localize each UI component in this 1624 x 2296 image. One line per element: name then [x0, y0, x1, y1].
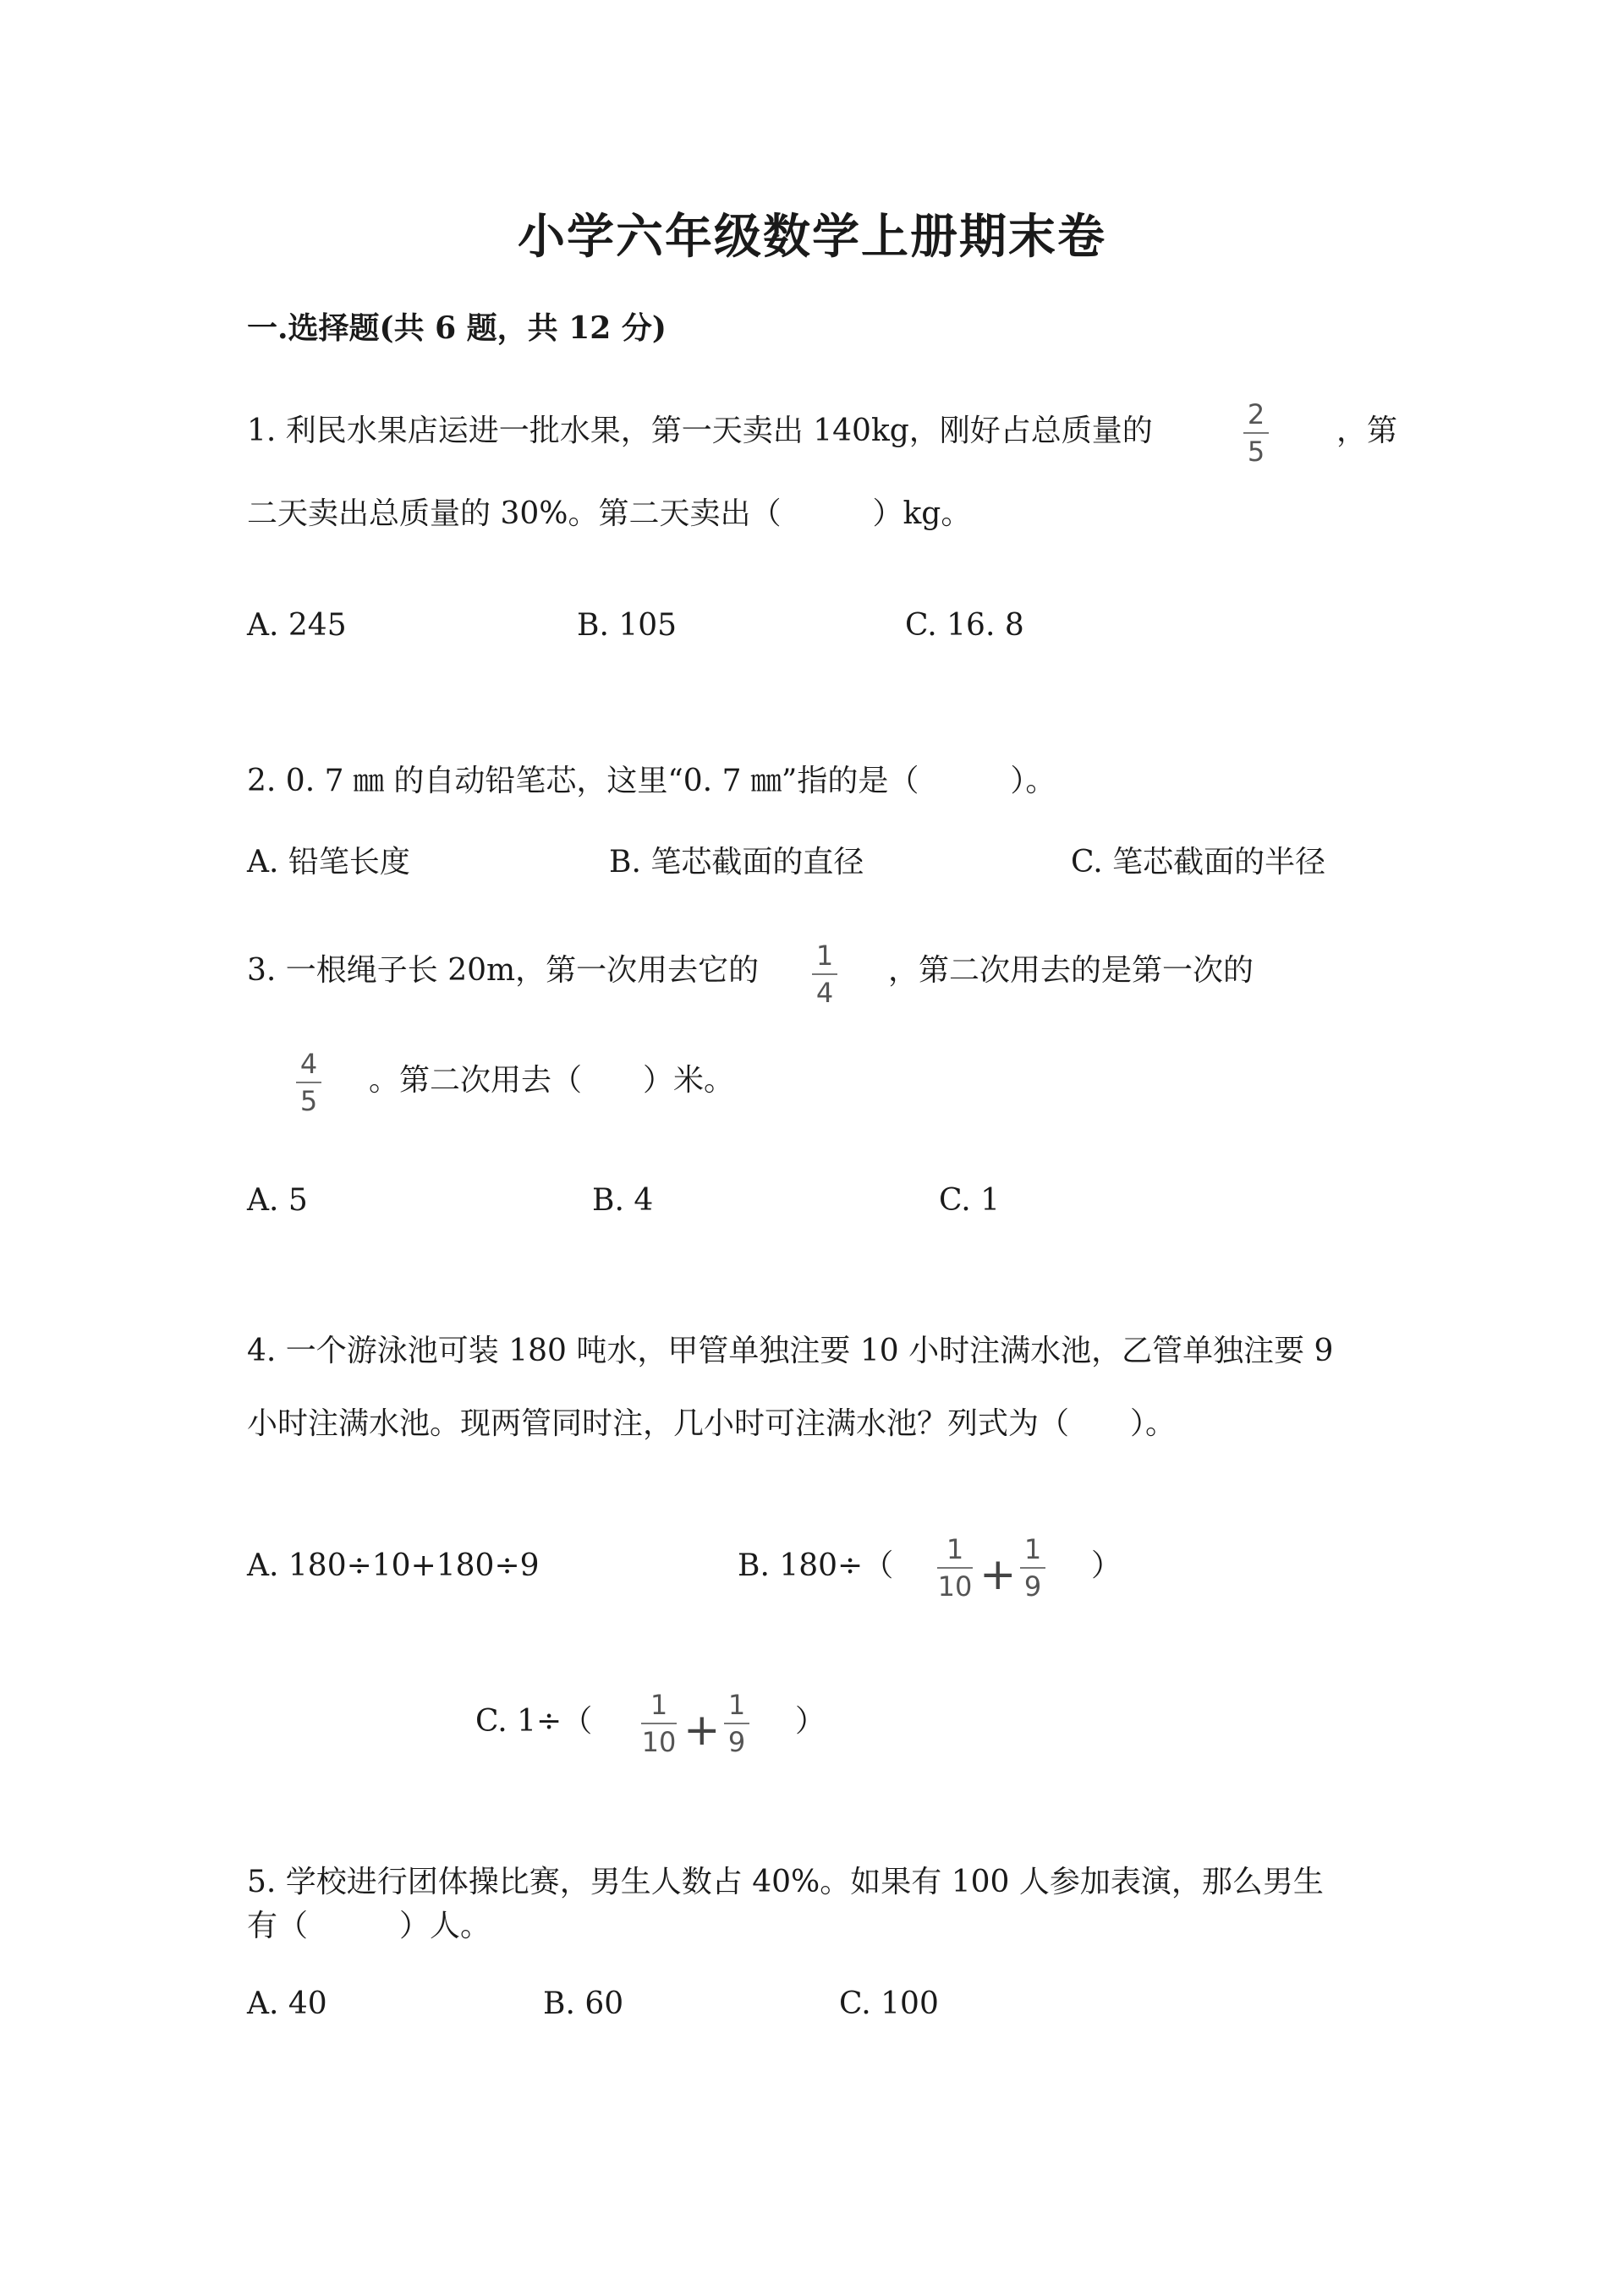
q2-text-line1: 2. 0. 7 ㎜ 的自动铅笔芯，这里“0. 7 ㎜”指的是（ ）。 — [247, 764, 1056, 798]
q3-fraction-2 — [296, 1049, 321, 1116]
fraction-numerator: 1 — [1023, 1533, 1042, 1565]
fraction-bar — [724, 1723, 749, 1724]
fraction-bar — [937, 1567, 973, 1569]
q4-option-b-fraction-1 — [937, 1534, 973, 1602]
q3-option-a[interactable]: A. 5 — [247, 1183, 308, 1218]
fraction-denominator: 10 — [641, 1726, 677, 1758]
q3-text-line2: 。第二次用去（ ）米。 — [369, 1063, 735, 1098]
q3-text-line1-tail: ，第二次用去的是第一次的 — [888, 953, 1254, 988]
q5-text-line1: 5. 学校进行团体操比赛，男生人数占 40%。如果有 100 人参加表演，那么男生 — [247, 1865, 1324, 1899]
q3-option-c[interactable]: C. 1 — [939, 1183, 1001, 1218]
q2-option-a[interactable]: A. 铅笔长度 — [247, 845, 410, 879]
q4-text-line1: 4. 一个游泳池可装 180 吨水，甲管单独注要 10 小时注满水池，乙管单独注要 9 — [247, 1334, 1334, 1368]
q5-option-c[interactable]: C. 100 — [839, 1986, 939, 2021]
q3-text-line1: 3. 一根绳子长 20m，第一次用去它的 — [247, 953, 760, 988]
q1-text-line2: 二天卖出总质量的 30%。第二天卖出（ ）kg。 — [247, 496, 972, 531]
q3-fraction-1 — [812, 940, 837, 1008]
q4-option-c-plus: + — [683, 1705, 721, 1756]
q4-option-c-suffix: ） — [795, 1704, 826, 1739]
q1-fraction-numerator: 2 — [1247, 398, 1265, 430]
fraction-bar — [641, 1723, 677, 1724]
q4-text-line2: 小时注满水池。现两管同时注，几小时可注满水池？列式为（ ）。 — [247, 1406, 1177, 1441]
q2-option-c[interactable]: C. 笔芯截面的半径 — [1071, 845, 1326, 879]
fraction-numerator: 1 — [727, 1689, 746, 1721]
q1-text-line1-tail: ，第 — [1336, 414, 1398, 448]
q3-option-b[interactable]: B. 4 — [592, 1183, 654, 1218]
fraction-denominator: 9 — [727, 1726, 746, 1758]
fraction-bar — [812, 973, 837, 975]
q5-option-a[interactable]: A. 40 — [247, 1986, 327, 2021]
q1-option-b[interactable]: B. 105 — [577, 608, 678, 643]
page-title: 小学六年级数学上册期末卷 — [518, 209, 1106, 265]
fraction-numerator: 1 — [650, 1689, 668, 1721]
q3-fraction-2-numerator: 4 — [299, 1048, 318, 1080]
fraction-denominator: 10 — [937, 1570, 973, 1603]
section-heading: 一.选择题(共 6 题，共 12 分) — [247, 310, 667, 346]
q1-fraction — [1243, 399, 1269, 467]
q4-option-a[interactable]: A. 180÷10+180÷9 — [247, 1548, 540, 1583]
q3-fraction-1-numerator: 1 — [815, 940, 834, 972]
q5-option-b[interactable]: B. 60 — [543, 1986, 624, 2021]
q2-option-b[interactable]: B. 笔芯截面的直径 — [609, 845, 864, 879]
q1-fraction-denominator: 5 — [1247, 436, 1265, 468]
q4-option-c-prefix: C. 1÷（ — [475, 1704, 593, 1739]
q4-option-c-fraction-2 — [724, 1690, 749, 1757]
q4-option-b-plus: + — [979, 1549, 1017, 1600]
fraction-bar — [1020, 1567, 1045, 1569]
q5-text-line2: 有（ ）人。 — [247, 1909, 491, 1943]
fraction-denominator: 9 — [1023, 1570, 1042, 1603]
q1-option-a[interactable]: A. 245 — [247, 608, 347, 643]
q4-option-b-fraction-2 — [1020, 1534, 1045, 1602]
q1-text-line1: 1. 利民水果店运进一批水果，第一天卖出 140kg，刚好占总质量的 — [247, 414, 1153, 448]
q4-option-b-prefix: B. 180÷（ — [738, 1548, 894, 1583]
fraction-numerator: 1 — [946, 1533, 964, 1565]
q1-option-c[interactable]: C. 16. 8 — [905, 608, 1024, 643]
q3-fraction-1-denominator: 4 — [815, 977, 834, 1009]
q4-option-b-suffix: ） — [1091, 1548, 1122, 1583]
q4-option-c-fraction-1 — [641, 1690, 677, 1757]
fraction-bar — [1243, 432, 1269, 434]
fraction-bar — [296, 1082, 321, 1083]
q3-fraction-2-denominator: 5 — [299, 1085, 318, 1117]
